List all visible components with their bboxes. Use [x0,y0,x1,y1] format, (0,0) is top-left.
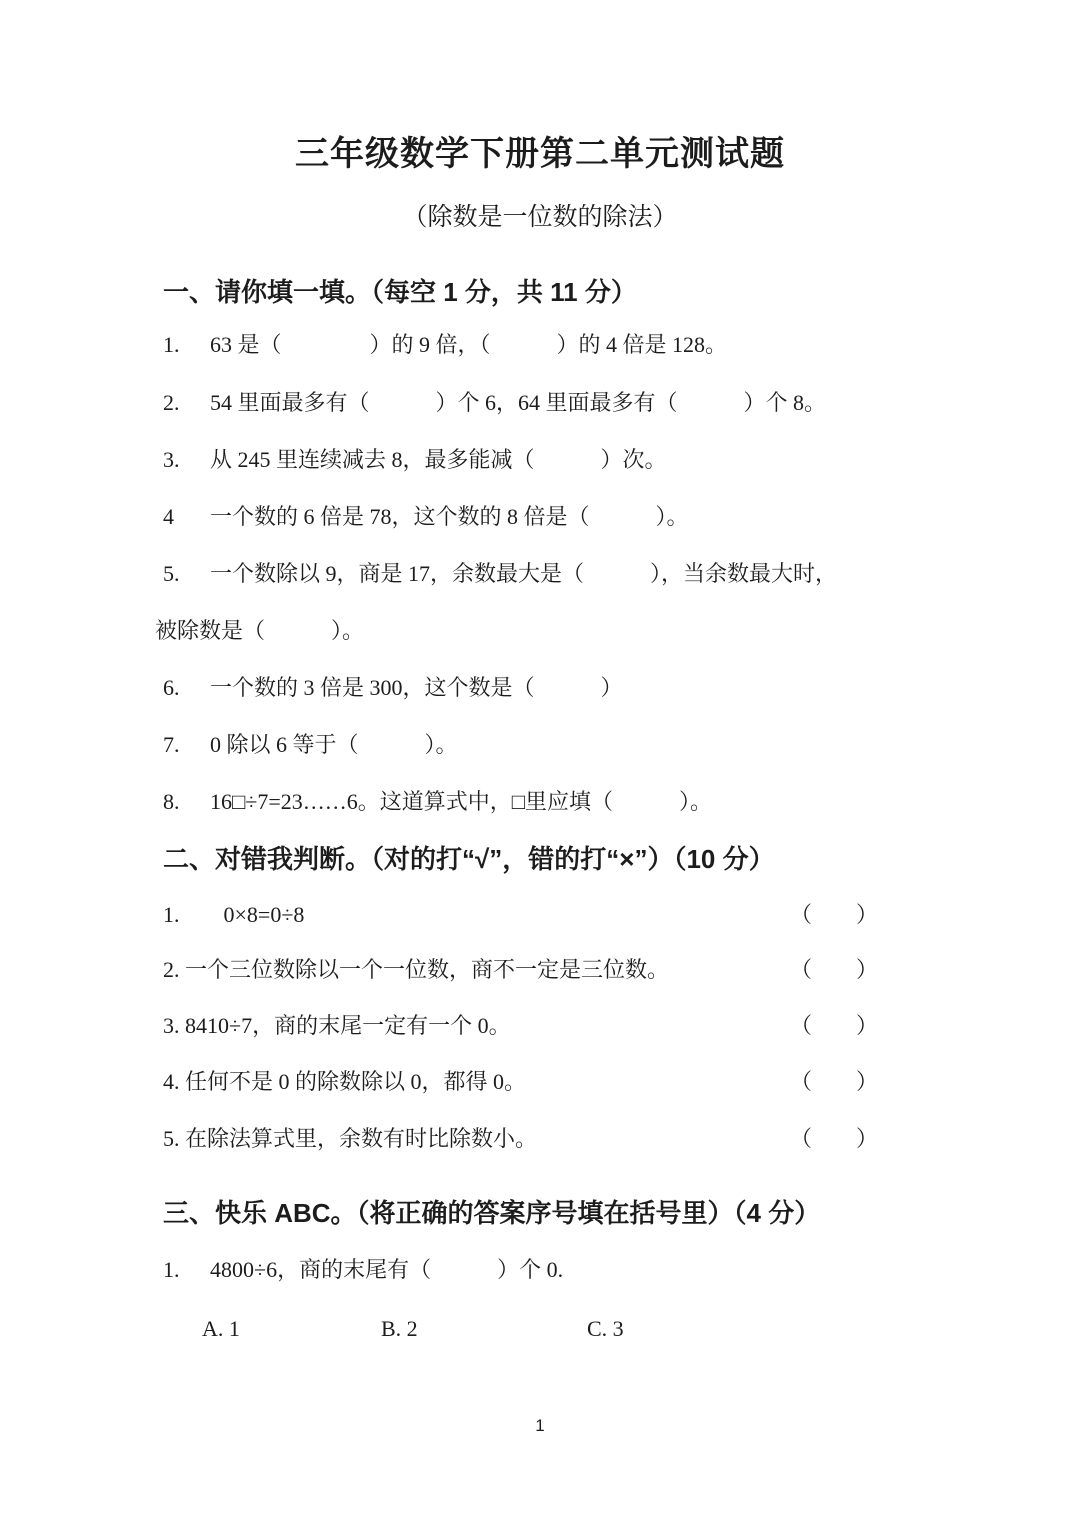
item-text: 从 245 里连续减去 8，最多能减（ ）次。 [210,447,667,472]
fill-item-4 [163,502,689,532]
item-number: 8. [163,789,180,814]
item-text: 一个数除以 9，商是 17，余数最大是（ ），当余数最大时， [210,561,838,586]
fill-item-5 [163,559,837,589]
item-text: 63 是（ ）的 9 倍，（ ）的 4 倍是 128。 [210,332,728,357]
item-text: 被除数是（ ）。 [155,618,365,643]
judge-item-3 [163,1011,878,1041]
item-number: 7. [163,732,180,757]
judge-item-5 [163,1124,878,1154]
fill-item-6 [163,673,623,703]
fill-item-2 [163,388,826,418]
answer-parentheses: （ ） [789,902,878,927]
answer-parentheses: （ ） [789,1013,878,1038]
item-text: 16□÷7=23……6。这道算式中，□里应填（ ）。 [210,789,713,814]
item-number: 6. [163,675,180,700]
item-text: 一个数的 6 倍是 78，这个数的 8 倍是（ ）。 [210,504,689,529]
section1-heading: 一、请你填一填。（每空 1 分，共 11 分） [163,277,637,307]
item-text: 0 除以 6 等于（ ）。 [210,732,458,757]
fill-item-7 [163,730,458,760]
choice-option-a: A. 1 [202,1316,240,1341]
item-text: 1. 0×8=0÷8 [163,902,305,927]
answer-parentheses: （ ） [789,1126,878,1151]
item-number: 4 [163,504,174,529]
item-number: 2. [163,390,180,415]
fill-item-3 [163,445,667,475]
answer-parentheses: （ ） [789,957,878,982]
fill-item-5-continuation [155,616,364,646]
choice-option-c: C. 3 [587,1316,624,1341]
answer-parentheses: （ ） [789,1069,878,1094]
section2-heading: 二、对错我判断。（对的打“√”，错的打“×”）（10 分） [163,844,775,874]
item-text: 2. 一个三位数除以一个一位数，商不一定是三位数。 [163,957,670,982]
item-text: 5. 在除法算式里，余数有时比除数小。 [163,1126,538,1151]
item-number: 1. [163,332,180,357]
judge-item-2 [163,955,878,985]
fill-item-8 [163,787,712,817]
item-text: 4800÷6，商的末尾有（ ）个 0. [210,1257,564,1282]
item-text: 3. 8410÷7，商的末尾一定有一个 0。 [163,1013,511,1038]
section3-heading: 三、快乐 ABC。（将正确的答案序号填在括号里）（4 分） [163,1198,821,1228]
item-number: 1. [163,1257,180,1282]
judge-item-1 [163,900,878,930]
item-text: 一个数的 3 倍是 300，这个数是（ ） [210,675,623,700]
choice-option-b: B. 2 [381,1316,418,1341]
judge-item-4 [163,1067,878,1097]
choice-item-1 [163,1255,563,1285]
page-number: 1 [535,1416,545,1435]
page-subtitle: （除数是一位数的除法） [402,203,678,231]
page-title: 三年级数学下册第二单元测试题 [295,135,785,173]
item-number: 3. [163,447,180,472]
fill-item-1 [163,330,727,360]
item-text: 4. 任何不是 0 的除数除以 0，都得 0。 [163,1069,527,1094]
item-number: 5. [163,561,180,586]
item-text: 54 里面最多有（ ）个 6，64 里面最多有（ ）个 8。 [210,390,827,415]
